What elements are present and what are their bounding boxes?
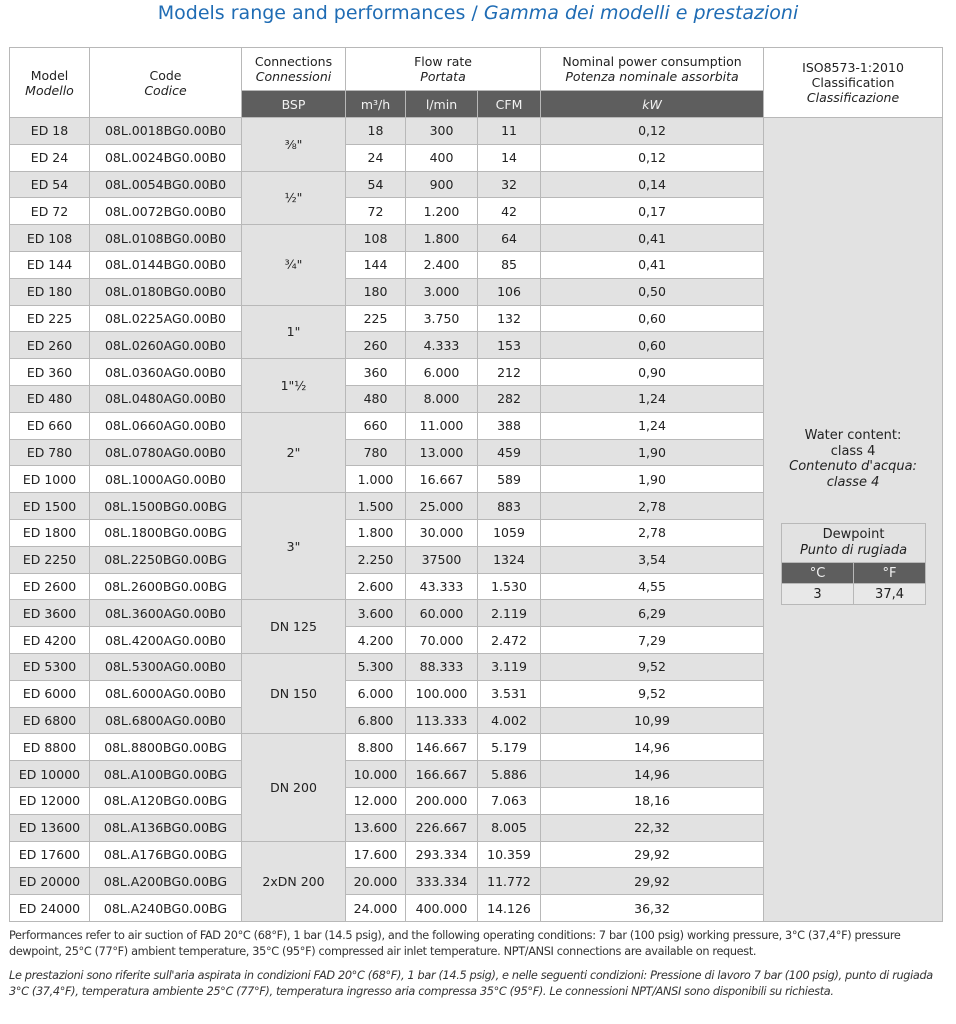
cell-flow-m3h: 260 (346, 332, 406, 359)
cell-flow-lmin: 43.333 (406, 573, 478, 600)
cell-code: 08L.1800BG0.00BG (90, 519, 242, 546)
cell-power-kw: 9,52 (541, 653, 764, 680)
cell-model: ED 1000 (10, 466, 90, 493)
cell-flow-lmin: 166.667 (406, 761, 478, 788)
cell-flow-cfm: 8.005 (478, 814, 541, 841)
cell-flow-m3h: 18 (346, 118, 406, 145)
footnotes (9, 928, 949, 1008)
cell-flow-lmin: 400 (406, 144, 478, 171)
header-power: Nominal power consumption Potenza nominale assorbita (541, 48, 764, 91)
cell-power-kw: 0,90 (541, 359, 764, 386)
cell-code: 08L.A200BG0.00BG (90, 868, 242, 895)
cell-model: ED 54 (10, 171, 90, 198)
cell-flow-m3h: 10.000 (346, 761, 406, 788)
cell-code: 08L.0054BG0.00B0 (90, 171, 242, 198)
cell-flow-m3h: 480 (346, 385, 406, 412)
cell-flow-cfm: 3.531 (478, 680, 541, 707)
cell-flow-cfm: 153 (478, 332, 541, 359)
cell-flow-cfm: 7.063 (478, 787, 541, 814)
cell-flow-cfm: 2.472 (478, 627, 541, 654)
cell-connection: 1" (242, 305, 346, 359)
cell-flow-lmin: 300 (406, 118, 478, 145)
cell-flow-m3h: 6.000 (346, 680, 406, 707)
cell-flow-cfm: 883 (478, 493, 541, 520)
cell-flow-cfm: 1.530 (478, 573, 541, 600)
dewpoint-unit-f: °F (854, 563, 926, 584)
cell-connection: 2" (242, 412, 346, 492)
cell-model: ED 1800 (10, 519, 90, 546)
cell-model: ED 3600 (10, 600, 90, 627)
unit-kw: kW (541, 91, 764, 118)
header-flow-rate: Flow rate Portata (346, 48, 541, 91)
cell-flow-cfm: 42 (478, 198, 541, 225)
cell-model: ED 108 (10, 225, 90, 252)
cell-model: ED 24000 (10, 895, 90, 922)
cell-power-kw: 0,14 (541, 171, 764, 198)
cell-model: ED 2600 (10, 573, 90, 600)
cell-model: ED 260 (10, 332, 90, 359)
cell-code: 08L.0360AG0.00B0 (90, 359, 242, 386)
cell-model: ED 72 (10, 198, 90, 225)
cell-flow-m3h: 20.000 (346, 868, 406, 895)
cell-flow-m3h: 72 (346, 198, 406, 225)
cell-code: 08L.A176BG0.00BG (90, 841, 242, 868)
cell-flow-cfm: 132 (478, 305, 541, 332)
cell-flow-lmin: 3.750 (406, 305, 478, 332)
cell-flow-lmin: 900 (406, 171, 478, 198)
cell-flow-cfm: 4.002 (478, 707, 541, 734)
cell-flow-m3h: 180 (346, 278, 406, 305)
unit-bsp: BSP (242, 91, 346, 118)
cell-flow-lmin: 2.400 (406, 251, 478, 278)
cell-power-kw: 18,16 (541, 787, 764, 814)
cell-flow-cfm: 459 (478, 439, 541, 466)
cell-flow-m3h: 1.000 (346, 466, 406, 493)
cell-code: 08L.6000AG0.00B0 (90, 680, 242, 707)
unit-cfm: CFM (478, 91, 541, 118)
cell-flow-lmin: 6.000 (406, 359, 478, 386)
cell-flow-lmin: 30.000 (406, 519, 478, 546)
cell-code: 08L.0260AG0.00B0 (90, 332, 242, 359)
cell-flow-m3h: 225 (346, 305, 406, 332)
cell-code: 08L.A120BG0.00BG (90, 787, 242, 814)
cell-flow-cfm: 64 (478, 225, 541, 252)
cell-flow-cfm: 5.886 (478, 761, 541, 788)
cell-connection: DN 125 (242, 600, 346, 654)
cell-code: 08L.0144BG0.00B0 (90, 251, 242, 278)
cell-code: 08L.6800AG0.00B0 (90, 707, 242, 734)
cell-flow-lmin: 60.000 (406, 600, 478, 627)
cell-model: ED 20000 (10, 868, 90, 895)
cell-code: 08L.3600AG0.00B0 (90, 600, 242, 627)
cell-code: 08L.5300AG0.00B0 (90, 653, 242, 680)
cell-code: 08L.4200AG0.00B0 (90, 627, 242, 654)
cell-model: ED 13600 (10, 814, 90, 841)
cell-flow-m3h: 12.000 (346, 787, 406, 814)
cell-model: ED 10000 (10, 761, 90, 788)
cell-model: ED 17600 (10, 841, 90, 868)
cell-code: 08L.A240BG0.00BG (90, 895, 242, 922)
cell-power-kw: 1,24 (541, 412, 764, 439)
cell-model: ED 780 (10, 439, 90, 466)
cell-flow-m3h: 2.600 (346, 573, 406, 600)
cell-flow-lmin: 37500 (406, 546, 478, 573)
cell-flow-cfm: 11 (478, 118, 541, 145)
cell-flow-m3h: 1.800 (346, 519, 406, 546)
cell-flow-lmin: 3.000 (406, 278, 478, 305)
cell-flow-m3h: 1.500 (346, 493, 406, 520)
cell-flow-cfm: 5.179 (478, 734, 541, 761)
models-table (9, 47, 943, 922)
cell-flow-m3h: 54 (346, 171, 406, 198)
dewpoint-title: Dewpoint Punto di rugiada (782, 524, 926, 563)
cell-model: ED 480 (10, 385, 90, 412)
cell-power-kw: 9,52 (541, 680, 764, 707)
cell-power-kw: 29,92 (541, 868, 764, 895)
cell-flow-lmin: 11.000 (406, 412, 478, 439)
cell-flow-cfm: 1324 (478, 546, 541, 573)
cell-flow-lmin: 333.334 (406, 868, 478, 895)
cell-power-kw: 0,60 (541, 332, 764, 359)
cell-flow-lmin: 200.000 (406, 787, 478, 814)
cell-flow-cfm: 1059 (478, 519, 541, 546)
cell-connection: ½" (242, 171, 346, 225)
cell-power-kw: 6,29 (541, 600, 764, 627)
cell-flow-lmin: 16.667 (406, 466, 478, 493)
cell-flow-lmin: 4.333 (406, 332, 478, 359)
cell-flow-m3h: 17.600 (346, 841, 406, 868)
cell-flow-lmin: 88.333 (406, 653, 478, 680)
classification-panel (764, 118, 943, 922)
cell-flow-lmin: 113.333 (406, 707, 478, 734)
cell-connection: ⅜" (242, 118, 346, 172)
cell-flow-lmin: 1.800 (406, 225, 478, 252)
title-italian: Gamma dei modelli e prestazioni (483, 2, 799, 24)
cell-flow-cfm: 32 (478, 171, 541, 198)
cell-power-kw: 0,41 (541, 251, 764, 278)
cell-power-kw: 2,78 (541, 519, 764, 546)
water-content: Water content: class 4 Contenuto d'acqua: classe 4 (789, 428, 917, 490)
unit-lmin: l/min (406, 91, 478, 118)
cell-flow-lmin: 400.000 (406, 895, 478, 922)
cell-code: 08L.0480AG0.00B0 (90, 385, 242, 412)
cell-flow-cfm: 2.119 (478, 600, 541, 627)
dewpoint-value-f: 37,4 (854, 584, 926, 605)
cell-power-kw: 0,41 (541, 225, 764, 252)
cell-flow-lmin: 70.000 (406, 627, 478, 654)
cell-code: 08L.2250BG0.00BG (90, 546, 242, 573)
header-code: Code Codice (90, 48, 242, 118)
cell-model: ED 24 (10, 144, 90, 171)
cell-power-kw: 1,90 (541, 466, 764, 493)
dewpoint-table (781, 523, 926, 605)
cell-connection: 3" (242, 493, 346, 600)
cell-power-kw: 2,78 (541, 493, 764, 520)
cell-power-kw: 22,32 (541, 814, 764, 841)
cell-flow-cfm: 589 (478, 466, 541, 493)
cell-power-kw: 0,50 (541, 278, 764, 305)
cell-flow-m3h: 6.800 (346, 707, 406, 734)
cell-connection: ¾" (242, 225, 346, 305)
cell-code: 08L.1500BG0.00BG (90, 493, 242, 520)
cell-flow-cfm: 10.359 (478, 841, 541, 868)
unit-m3h: m³/h (346, 91, 406, 118)
cell-power-kw: 14,96 (541, 734, 764, 761)
cell-connection: DN 150 (242, 653, 346, 733)
cell-model: ED 6800 (10, 707, 90, 734)
cell-flow-lmin: 100.000 (406, 680, 478, 707)
cell-code: 08L.0108BG0.00B0 (90, 225, 242, 252)
cell-flow-m3h: 4.200 (346, 627, 406, 654)
cell-power-kw: 3,54 (541, 546, 764, 573)
cell-connection: DN 200 (242, 734, 346, 841)
cell-model: ED 660 (10, 412, 90, 439)
cell-flow-lmin: 146.667 (406, 734, 478, 761)
cell-power-kw: 0,17 (541, 198, 764, 225)
cell-model: ED 4200 (10, 627, 90, 654)
cell-power-kw: 36,32 (541, 895, 764, 922)
cell-flow-m3h: 360 (346, 359, 406, 386)
cell-code: 08L.2600BG0.00BG (90, 573, 242, 600)
cell-model: ED 1500 (10, 493, 90, 520)
cell-code: 08L.1000AG0.00B0 (90, 466, 242, 493)
dewpoint-unit-c: °C (782, 563, 854, 584)
cell-flow-cfm: 14 (478, 144, 541, 171)
cell-code: 08L.0180BG0.00B0 (90, 278, 242, 305)
title-english: Models range and performances / (157, 2, 484, 24)
cell-power-kw: 0,12 (541, 144, 764, 171)
cell-flow-lmin: 8.000 (406, 385, 478, 412)
cell-model: ED 360 (10, 359, 90, 386)
cell-flow-m3h: 3.600 (346, 600, 406, 627)
cell-flow-cfm: 212 (478, 359, 541, 386)
cell-code: 08L.0225AG0.00B0 (90, 305, 242, 332)
cell-power-kw: 0,12 (541, 118, 764, 145)
cell-flow-cfm: 3.119 (478, 653, 541, 680)
header-connections: Connections Connessioni (242, 48, 346, 91)
cell-power-kw: 1,90 (541, 439, 764, 466)
cell-power-kw: 1,24 (541, 385, 764, 412)
header-model: Model Modello (10, 48, 90, 118)
cell-model: ED 6000 (10, 680, 90, 707)
cell-flow-lmin: 13.000 (406, 439, 478, 466)
table-row (10, 118, 943, 145)
cell-connection: 2xDN 200 (242, 841, 346, 921)
cell-flow-cfm: 11.772 (478, 868, 541, 895)
note-italian: Le prestazioni sono riferite sull'aria aspirata in condizioni FAD 20°C (68°F), 1 bar (14.5 psig), e nelle seguenti condizioni: Pressione di lavoro 7 bar (100 psig), punto di rugiada 3°C (37,4°F), temperatura ambiente 25°C (77°F), temperatura ingresso aria compressa 35°C (95°F). Le connessioni NPT/ANSI sono disponibili su richiesta. (9, 969, 933, 998)
cell-model: ED 144 (10, 251, 90, 278)
cell-flow-m3h: 780 (346, 439, 406, 466)
table-body (10, 118, 943, 922)
cell-power-kw: 7,29 (541, 627, 764, 654)
cell-code: 08L.A100BG0.00BG (90, 761, 242, 788)
cell-flow-cfm: 14.126 (478, 895, 541, 922)
cell-code: 08L.0024BG0.00B0 (90, 144, 242, 171)
cell-flow-cfm: 282 (478, 385, 541, 412)
cell-code: 08L.0660AG0.00B0 (90, 412, 242, 439)
cell-flow-lmin: 293.334 (406, 841, 478, 868)
dewpoint-value-c: 3 (782, 584, 854, 605)
cell-flow-m3h: 24 (346, 144, 406, 171)
cell-code: 08L.0780AG0.00B0 (90, 439, 242, 466)
cell-code: 08L.A136BG0.00BG (90, 814, 242, 841)
cell-code: 08L.0072BG0.00B0 (90, 198, 242, 225)
note-english: Performances refer to air suction of FAD 20°C (68°F), 1 bar (14.5 psig), and the following operating conditions: 7 bar (100 psig) working pressure, 3°C (37,4°F) pressure dewpoint, 25°C (77°F) ambient temperature, 35°C (95°F) compressed air inlet temperature. NPT/ANSI connections are available on request. (9, 929, 901, 958)
cell-model: ED 12000 (10, 787, 90, 814)
header-iso: ISO8573-1:2010 Classification Classificazione (764, 48, 943, 118)
cell-flow-lmin: 25.000 (406, 493, 478, 520)
cell-model: ED 8800 (10, 734, 90, 761)
cell-code: 08L.8800BG0.00BG (90, 734, 242, 761)
cell-flow-m3h: 660 (346, 412, 406, 439)
cell-model: ED 18 (10, 118, 90, 145)
cell-model: ED 5300 (10, 653, 90, 680)
cell-model: ED 225 (10, 305, 90, 332)
cell-flow-cfm: 106 (478, 278, 541, 305)
cell-flow-m3h: 5.300 (346, 653, 406, 680)
cell-flow-m3h: 2.250 (346, 546, 406, 573)
cell-power-kw: 10,99 (541, 707, 764, 734)
page-title (0, 0, 956, 26)
cell-code: 08L.0018BG0.00B0 (90, 118, 242, 145)
cell-flow-m3h: 144 (346, 251, 406, 278)
cell-model: ED 2250 (10, 546, 90, 573)
cell-flow-cfm: 85 (478, 251, 541, 278)
cell-flow-m3h: 13.600 (346, 814, 406, 841)
cell-connection: 1"½ (242, 359, 346, 413)
cell-flow-m3h: 24.000 (346, 895, 406, 922)
cell-power-kw: 4,55 (541, 573, 764, 600)
cell-flow-lmin: 1.200 (406, 198, 478, 225)
cell-model: ED 180 (10, 278, 90, 305)
cell-power-kw: 29,92 (541, 841, 764, 868)
cell-flow-lmin: 226.667 (406, 814, 478, 841)
cell-power-kw: 0,60 (541, 305, 764, 332)
cell-power-kw: 14,96 (541, 761, 764, 788)
cell-flow-m3h: 108 (346, 225, 406, 252)
cell-flow-m3h: 8.800 (346, 734, 406, 761)
cell-flow-cfm: 388 (478, 412, 541, 439)
